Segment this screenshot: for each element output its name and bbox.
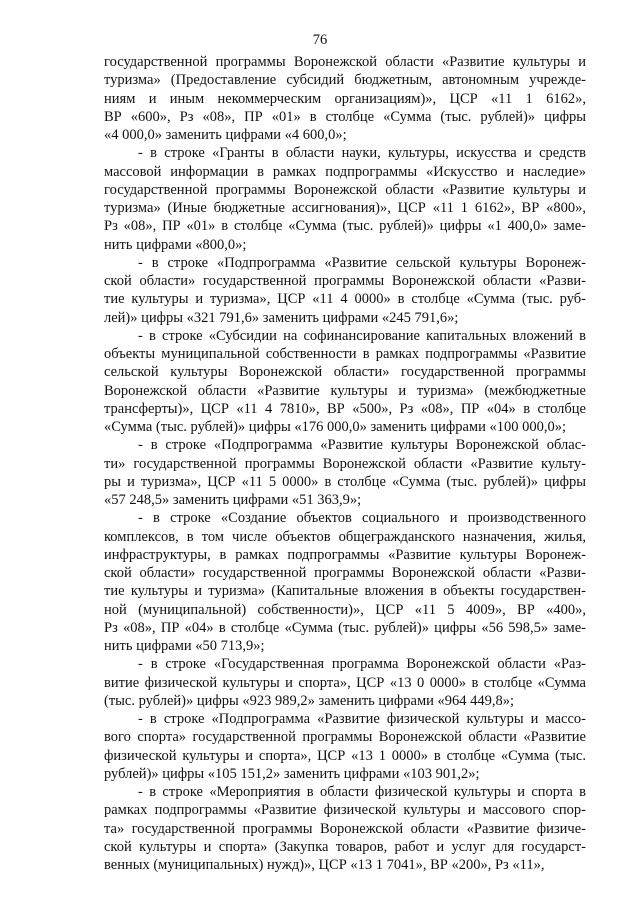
text-line: нить цифрами «800,0»; <box>104 236 247 253</box>
text-line: инфраструктуры, в рамках подпрограммы «Развитие культуры Воронеж- <box>104 546 586 563</box>
text-line: (тыс. рублей)» цифры «923 989,2» заменить цифрами «964 449,8»; <box>104 692 515 709</box>
text-line: вого спорта» государственной программы Воронежской области «Развитие <box>104 729 586 746</box>
text-line: «4 000,0» заменить цифрами «4 600,0»; <box>104 127 347 143</box>
text-line: Воронежской области «Развитие культуры и туризма» (межбюджетные <box>104 382 586 399</box>
text-line: - в строке «Создание объектов социального и производственного <box>138 510 586 527</box>
text-line: - в строке «Гранты в области науки, культуры, искусства и средств <box>138 145 586 162</box>
text-line: - в строке «Подпрограмма «Развитие физической культуры и массо- <box>138 711 586 727</box>
text-line: «57 248,5» заменить цифрами «51 363,9»; <box>104 492 362 508</box>
text-line: та» государственной программы Воронежской области «Развитие физиче- <box>104 820 586 837</box>
text-line: Рз «08», ПР «04» в столбце «Сумма (тыс. рублей)» цифры «56 598,5» заме- <box>104 619 586 636</box>
text-line: комплексов, в том числе объектов общегражданского назначения, жилья, <box>104 528 586 545</box>
paragraph <box>104 53 586 144</box>
text-line: сельской культуры Воронежской области» государственной программы <box>104 364 586 381</box>
document-body <box>104 53 586 874</box>
text-line: ской культуры и спорта» (Закупка товаров, работ и услуг для государст- <box>104 838 586 855</box>
text-line: ВР «600», Рз «08», ПР «01» в столбце «Сумма (тыс. рублей)» цифры <box>104 108 586 125</box>
text-line: ти» государственной программы Воронежской области «Развитие культу- <box>104 455 586 472</box>
text-line: - в строке «Государственная программа Воронежской области «Раз- <box>138 656 586 673</box>
text-line: объекты муниципальной собственности в рамках подпрограммы «Развитие <box>104 346 586 362</box>
page-number: 76 <box>312 32 328 48</box>
text-line: тие культуры и туризма», ЦСР «11 4 0000» в столбце «Сумма (тыс. руб- <box>104 291 586 308</box>
paragraph <box>104 254 586 327</box>
text-line: ниям и иным некоммерческим организациям)», ЦСР «11 1 6162», <box>104 90 586 107</box>
paragraph <box>104 327 586 437</box>
text-line: туризма» (Предоставление субсидий бюджетным, автономным учрежде- <box>104 72 586 89</box>
text-line: - в строке «Подпрограмма «Развитие сельской культуры Воронеж- <box>138 254 586 271</box>
text-line: - в строке «Субсидии на софинансирование капитальных вложений в <box>138 327 586 344</box>
text-line: ры и туризма», ЦСР «11 5 0000» в столбце «Сумма (тыс. рублей)» цифры <box>104 473 586 490</box>
text-line: ной (муниципальной) собственности)», ЦСР «11 5 4009», ВР «400», <box>104 601 586 618</box>
text-line: - в строке «Мероприятия в области физической культуры и спорта в <box>138 784 586 800</box>
text-line: нить цифрами «50 713,9»; <box>104 638 265 654</box>
paragraph <box>104 655 586 710</box>
text-line: трансферты)», ЦСР «11 4 7810», ВР «500», Рз «08», ПР «04» в столбце <box>104 400 586 417</box>
text-line: рамках подпрограммы «Развитие физической культуры и массового спор- <box>104 802 586 819</box>
text-line: лей)» цифры «321 791,6» заменить цифрами «245 791,6»; <box>104 309 459 326</box>
text-line: ской области» государственной программы Воронежской области «Разви- <box>104 565 586 581</box>
text-line: туризма» (Иные бюджетные ассигнования)», ЦСР «11 1 6162», ВР «800», <box>104 200 586 216</box>
text-line: государственной программы Воронежской области «Развитие культуры и <box>104 54 586 70</box>
text-line: тие культуры и туризма» (Капитальные вложения в объекты государствен- <box>104 583 586 600</box>
text-line: венных (муниципальных) нужд)», ЦСР «13 1 7041», ВР «200», Рз «11», <box>104 857 545 873</box>
text-line: государственной программы Воронежской области «Развитие культуры и <box>104 181 586 198</box>
paragraph <box>104 436 586 509</box>
paragraph <box>104 509 586 655</box>
text-line: рублей)» цифры «105 151,2» заменить цифрами «103 901,2»; <box>104 765 480 782</box>
text-line: физической культуры и спорта», ЦСР «13 1 0000» в столбце «Сумма (тыс. <box>104 747 586 764</box>
text-line: «Сумма (тыс. рублей)» цифры «176 000,0» заменить цифрами «100 000,0»; <box>104 419 567 435</box>
paragraph <box>104 783 586 874</box>
paragraph <box>104 710 586 783</box>
paragraph <box>104 144 586 254</box>
text-line: Рз «08», ПР «01» в столбце «Сумма (тыс. рублей)» цифры «1 400,0» заме- <box>104 218 586 235</box>
text-line: ской области» государственной программы Воронежской области «Разви- <box>104 273 586 289</box>
text-line: - в строке «Подпрограмма «Развитие культуры Воронежской облас- <box>138 437 586 454</box>
text-line: витие физической культуры и спорта», ЦСР «13 0 0000» в столбце «Сумма <box>104 674 586 691</box>
text-line: массовой информации в рамках подпрограммы «Искусство и наследие» <box>104 163 586 180</box>
